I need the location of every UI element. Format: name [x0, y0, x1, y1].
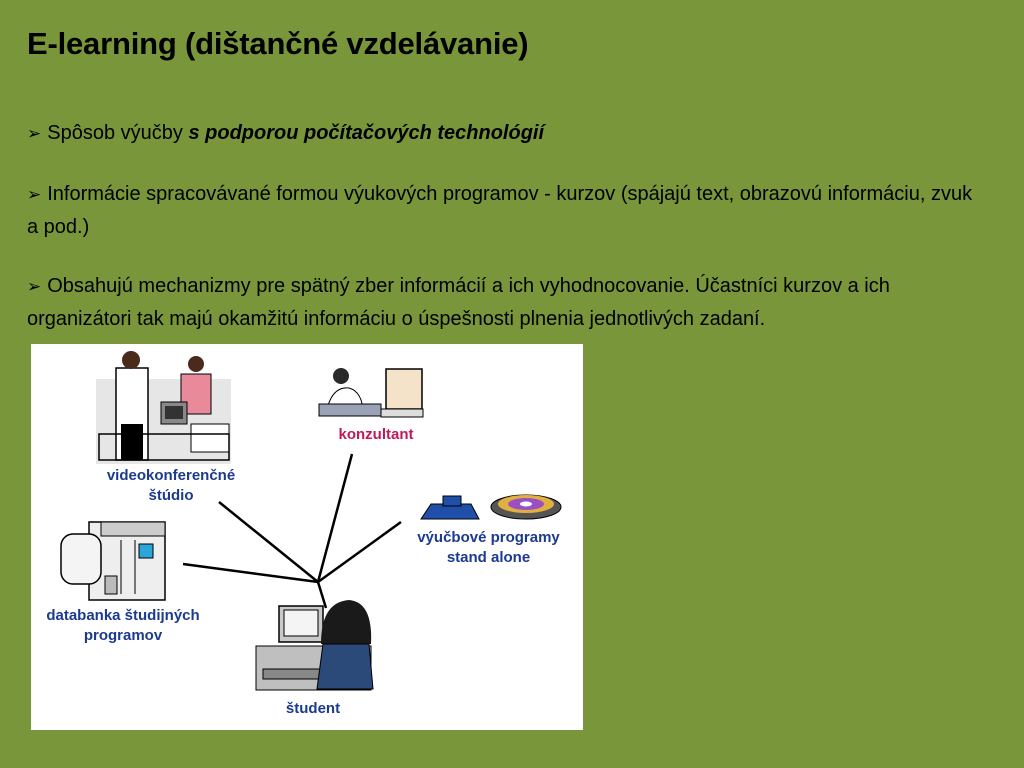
standalone-programs-icon — [421, 495, 561, 519]
database-label-line2: programov — [83, 627, 163, 644]
student-icon — [256, 600, 373, 690]
slide-title: E-learning (dištančné vzdelávanie) — [27, 26, 529, 61]
standalone-label — [401, 528, 576, 568]
bullet-text: Obsahujú mechanizmy pre spätný zber informácií a ich vyhodnocovanie. Účastníci kurzov a ich organizátori tak majú okamžitú informáciu o úspešnosti plnenia jednotlivých zadaní. — [27, 275, 890, 330]
consultant-icon — [319, 368, 423, 417]
bullet-teaching-method — [27, 117, 987, 150]
student-label — [263, 699, 363, 719]
videoconference-label — [91, 466, 251, 506]
elearning-diagram — [31, 344, 583, 730]
standalone-label-line1: výučbové programy — [417, 529, 560, 546]
consultant-label-text: konzultant — [338, 426, 414, 443]
standalone-label-line2: stand alone — [446, 549, 531, 566]
database-label — [33, 606, 213, 646]
arrow-bullet-icon: ➢ — [27, 277, 42, 296]
arrow-bullet-icon: ➢ — [27, 185, 42, 204]
bullet-text: Spôsob výučby — [47, 122, 189, 144]
videoconference-icon — [96, 351, 231, 464]
videoconference-label-line1: videokonferenčné — [106, 467, 236, 484]
database-label-line1: databanka študijných — [46, 607, 200, 624]
arrow-bullet-icon: ➢ — [27, 124, 42, 143]
bullet-mechanisms — [27, 270, 987, 335]
line-to-student — [318, 582, 326, 608]
videoconference-label-line2: štúdio — [148, 487, 194, 504]
bullet-information — [27, 178, 987, 243]
database-computer-icon — [61, 522, 165, 600]
consultant-label — [316, 425, 436, 445]
bullet-emphasis: s podporou počítačových technológií — [188, 122, 545, 144]
line-to-consultant — [318, 454, 352, 582]
student-label-text: študent — [285, 700, 341, 717]
bullet-text: Informácie spracovávané formou výukových programov - kurzov (spájajú text, obrazovú informáciu, zvuk a pod.) — [27, 183, 973, 238]
